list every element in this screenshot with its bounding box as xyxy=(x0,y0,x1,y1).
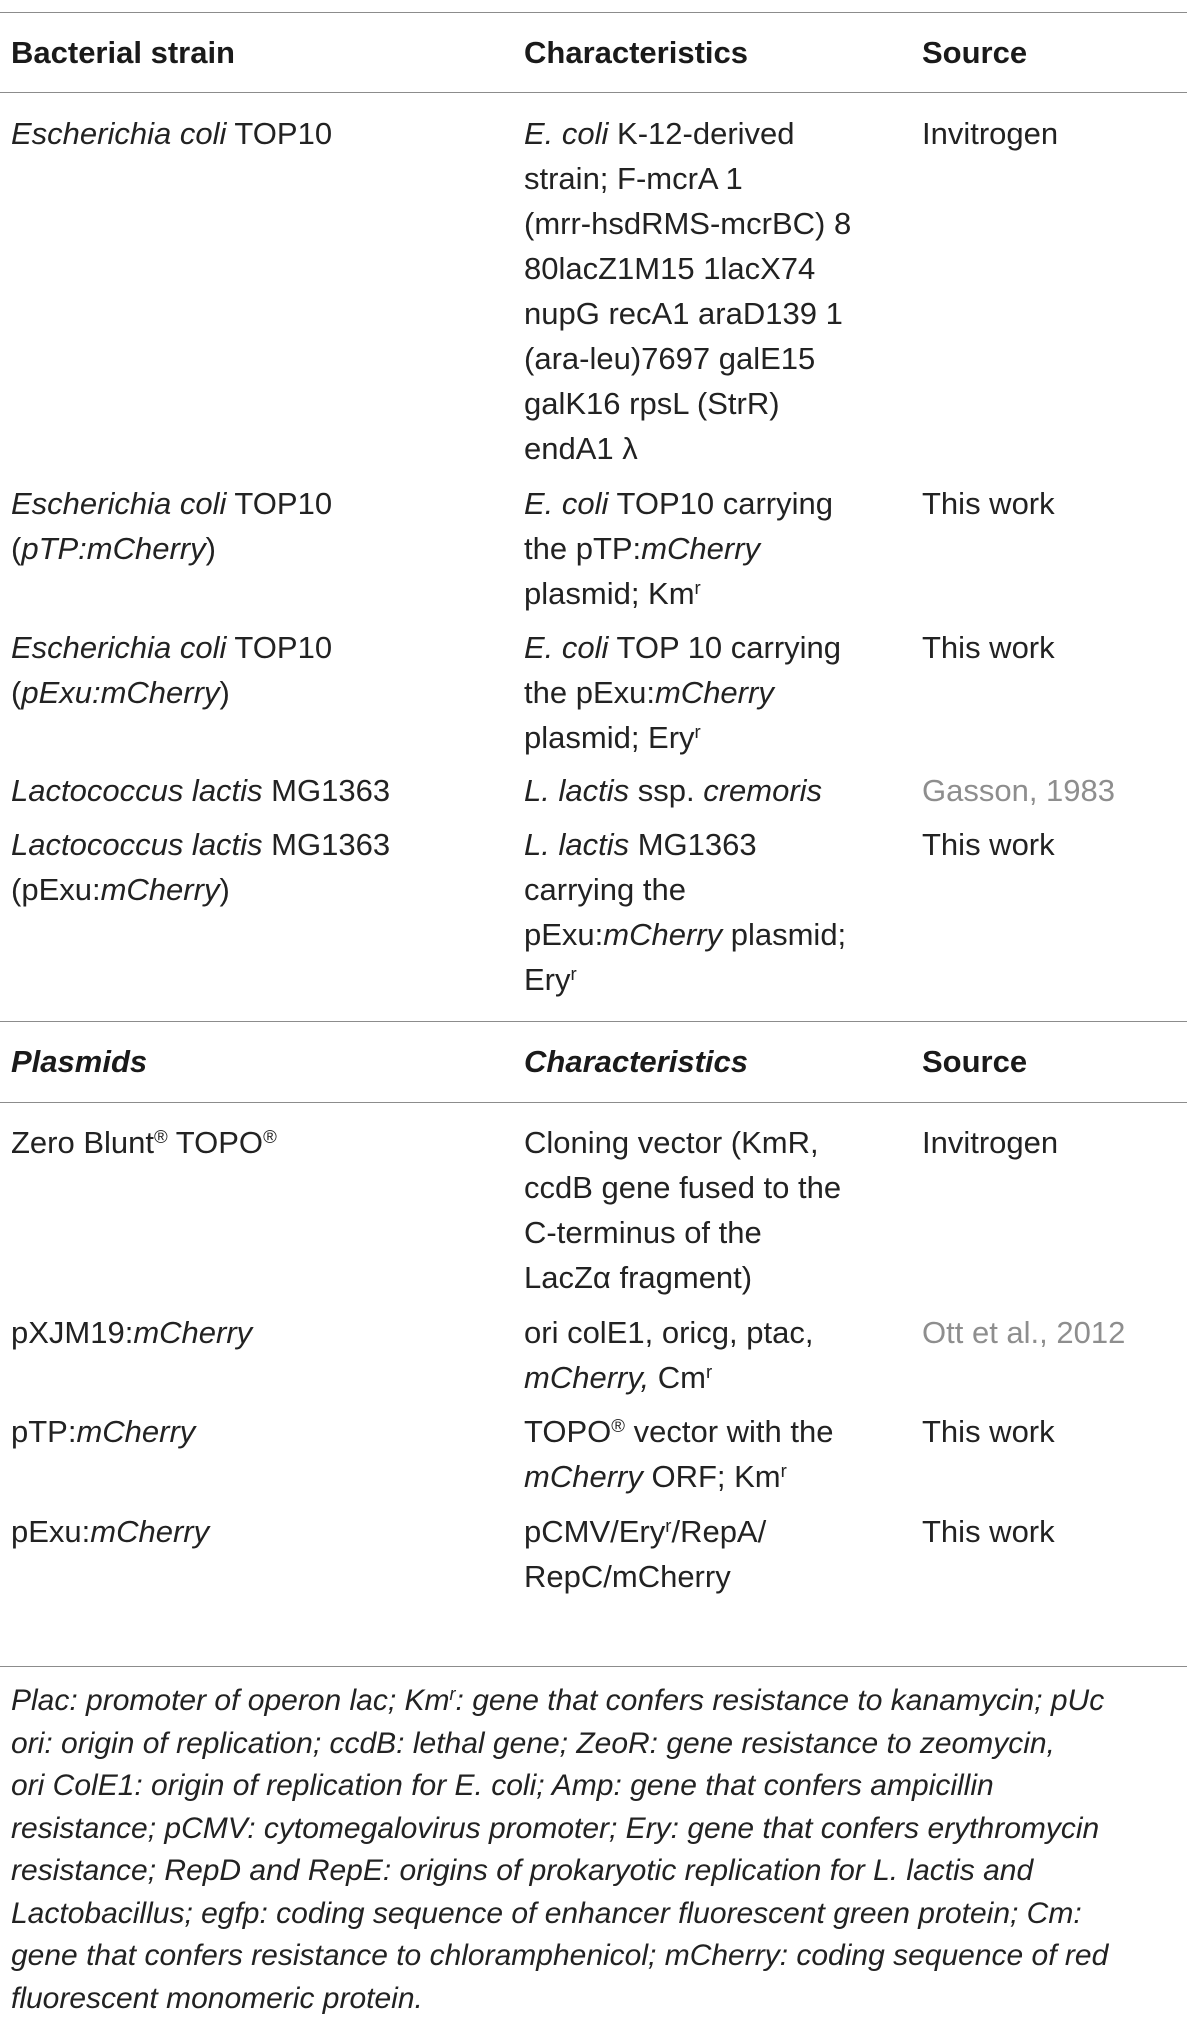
source-cell: Invitrogen xyxy=(922,116,1059,151)
plasmid-cell: pXJM19:mCherry xyxy=(11,1315,253,1350)
source-cell: This work xyxy=(922,827,1055,862)
characteristics-cell: E. coli TOP 10 carrying the pExu:mCherry plasmid; Ery$^r$ xyxy=(524,630,842,755)
plasmid-cell: pTP:mCherry xyxy=(11,1414,196,1449)
source-cell: Invitrogen xyxy=(922,1125,1059,1160)
strain-cell: Lactococcus lactis MG1363 xyxy=(11,773,391,808)
characteristics-cell: pCMV/Ery$^r$/RepA/ RepC/mCherry xyxy=(524,1514,767,1594)
plasmid-cell: pExu:mCherry xyxy=(11,1514,210,1549)
characteristics-cell: ori colE1, oricg, ptac, mCherry, Cm$^r$ xyxy=(524,1315,814,1395)
header-rule xyxy=(0,92,1187,93)
header-characteristics: Characteristics xyxy=(524,35,749,70)
source-cell: This work xyxy=(922,1514,1055,1549)
header-rule xyxy=(0,1102,1187,1103)
header-characteristics: Characteristics xyxy=(524,1044,749,1079)
footnote-rule xyxy=(0,1666,1187,1667)
strain-cell: Escherichia coli TOP10 (pExu:mCherry) xyxy=(11,630,333,710)
plasmid-cell: Zero Blunt® TOPO® xyxy=(11,1125,277,1160)
characteristics-cell: Cloning vector (KmR, ccdB gene fused to the C-terminus of the LacZα fragment) xyxy=(524,1125,842,1295)
characteristics-cell: E. coli K-12-derived strain; F-mcrA 1 (mrr-hsdRMS-mcrBC) 8 80lacZ1M15 1lacX74 nupG recA1 araD139 1 (ara-leu)7697 galE15 galK16 rpsL (StrR) endA1 λ xyxy=(524,116,852,466)
header-source: Source xyxy=(922,35,1028,70)
strain-cell: Lactococcus lactis MG1363 (pExu:mCherry) xyxy=(11,827,391,907)
source-cell: This work xyxy=(922,486,1055,521)
strain-name: Escherichia coli xyxy=(11,116,227,151)
source-cell: Ott et al., 2012 xyxy=(922,1315,1126,1350)
table-top-rule xyxy=(0,12,1187,13)
characteristics-cell: L. lactis ssp. cremoris xyxy=(524,773,823,808)
characteristics-cell: TOPO® vector with the mCherry ORF; Km$^r$ xyxy=(524,1414,834,1494)
strain-cell: Escherichia coli TOP10 xyxy=(11,116,333,151)
table-footnote: Plac: promoter of operon lac; Km$^r$: gene that confers resistance to kanamycin; pUc ori: origin of replication; ccdB: lethal gene; ZeoR: gene resistance to zeomycin, ori ColE1: origin of replication for E. coli; Amp: gene that confers ampicillin resistance; pCMV: cytomegalovirus promoter; Ery: gene that confers erythromycin resistance; RepD and RepE: origins of prokaryotic replication for L. lactis and Lactobacillus; egfp: coding sequence of enhancer fluorescent green protein; Cm: gene that confers resistance to chloramphenicol; mCherry: coding sequence of red fluorescent monomeric protein. xyxy=(11,1684,1109,2015)
characteristics-cell: E. coli TOP10 carrying the pTP:mCherry plasmid; Km$^r$ xyxy=(524,486,833,611)
source-cell: This work xyxy=(922,1414,1055,1449)
header-plasmids: Plasmids xyxy=(11,1044,148,1079)
strain-cell: Escherichia coli TOP10 (pTP:mCherry) xyxy=(11,486,333,566)
source-cell: Gasson, 1983 xyxy=(922,773,1116,808)
source-cell: This work xyxy=(922,630,1055,665)
characteristics-cell: L. lactis MG1363 carrying the pExu:mCherry plasmid; Ery$^r$ xyxy=(524,827,847,997)
header-bacterial-strain: Bacterial strain xyxy=(11,35,235,70)
section-divider xyxy=(0,1021,1187,1022)
header-source: Source xyxy=(922,1044,1028,1079)
